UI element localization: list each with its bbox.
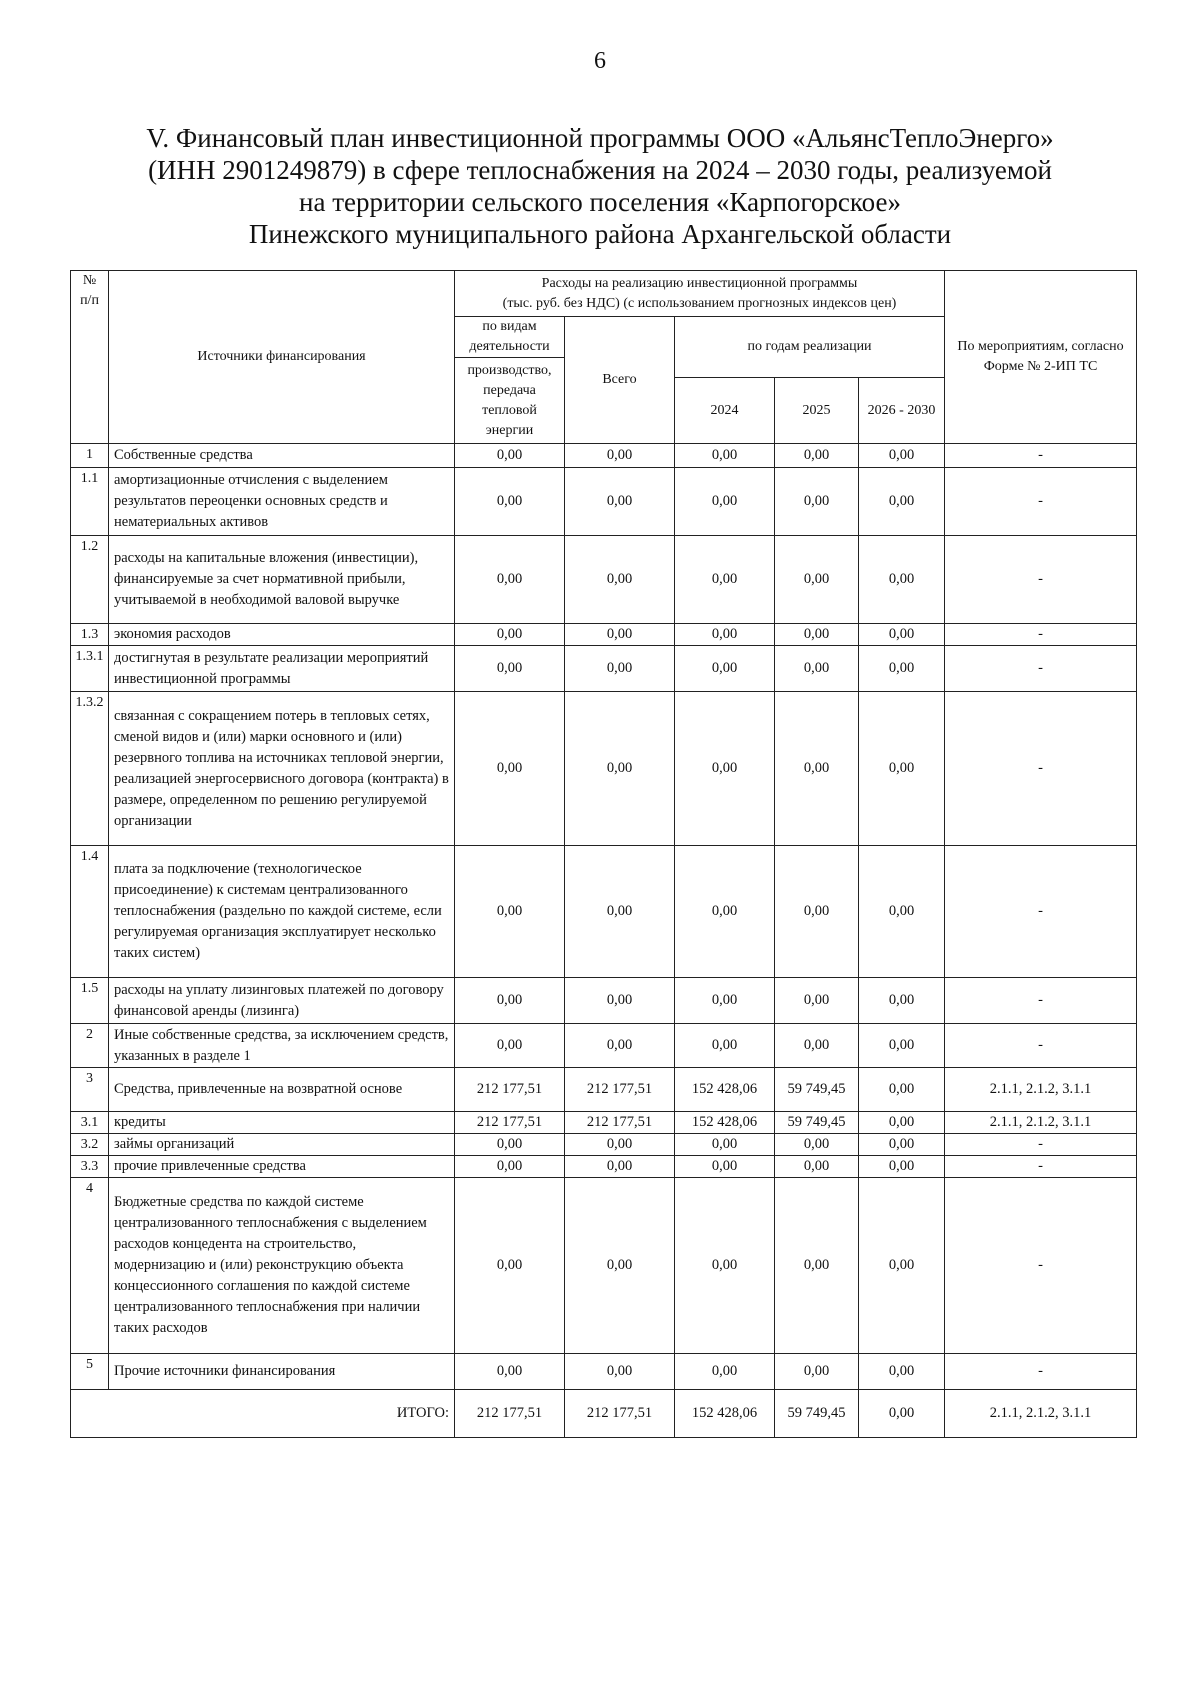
row-y2024: 0,00 bbox=[675, 978, 775, 1024]
row-y2024: 0,00 bbox=[675, 1134, 775, 1156]
row-num: 3 bbox=[71, 1068, 109, 1112]
row-measures: - bbox=[945, 646, 1137, 692]
row-y2024: 152 428,06 bbox=[675, 1112, 775, 1134]
table-row bbox=[71, 1354, 1137, 1390]
row-activity: 0,00 bbox=[455, 1024, 565, 1068]
row-y2024: 0,00 bbox=[675, 1354, 775, 1390]
row-source: займы организаций bbox=[109, 1134, 455, 1156]
table-row bbox=[71, 846, 1137, 978]
row-num: 3.2 bbox=[71, 1134, 109, 1156]
row-activity: 0,00 bbox=[455, 1178, 565, 1354]
row-activity: 212 177,51 bbox=[455, 1112, 565, 1134]
table-body bbox=[71, 444, 1137, 1438]
row-num: 3.1 bbox=[71, 1112, 109, 1134]
row-y2024: 0,00 bbox=[675, 624, 775, 646]
row-y2025: 0,00 bbox=[775, 692, 859, 846]
header-year-2024: 2024 bbox=[675, 378, 775, 444]
row-y2026: 0,00 bbox=[859, 1068, 945, 1112]
row-y2025: 0,00 bbox=[775, 624, 859, 646]
table-row bbox=[71, 1112, 1137, 1134]
row-y2025: 0,00 bbox=[775, 1354, 859, 1390]
row-y2025: 0,00 bbox=[775, 1178, 859, 1354]
row-source: прочие привлеченные средства bbox=[109, 1156, 455, 1178]
total-label: ИТОГО: bbox=[71, 1390, 455, 1438]
row-y2026: 0,00 bbox=[859, 1156, 945, 1178]
row-total: 0,00 bbox=[565, 1134, 675, 1156]
page-number: 6 bbox=[594, 48, 606, 74]
table-row bbox=[71, 624, 1137, 646]
row-num: 3.3 bbox=[71, 1156, 109, 1178]
row-total: 0,00 bbox=[565, 846, 675, 978]
row-source: Иные собственные средства, за исключением средств, указанных в разделе 1 bbox=[109, 1024, 455, 1068]
row-y2024: 0,00 bbox=[675, 536, 775, 624]
table-row bbox=[71, 692, 1137, 846]
table-row bbox=[71, 444, 1137, 468]
row-y2025: 0,00 bbox=[775, 1156, 859, 1178]
total-row bbox=[71, 1390, 1137, 1438]
row-y2025: 0,00 bbox=[775, 468, 859, 536]
row-y2025: 59 749,45 bbox=[775, 1068, 859, 1112]
table-row bbox=[71, 1134, 1137, 1156]
row-total: 212 177,51 bbox=[565, 1068, 675, 1112]
table-row bbox=[71, 978, 1137, 1024]
table-row bbox=[71, 1178, 1137, 1354]
row-total: 212 177,51 bbox=[565, 1112, 675, 1134]
row-activity: 0,00 bbox=[455, 624, 565, 646]
header-expenses bbox=[455, 271, 945, 317]
row-num: 4 bbox=[71, 1178, 109, 1354]
row-source: кредиты bbox=[109, 1112, 455, 1134]
row-measures: 2.1.1, 2.1.2, 3.1.1 bbox=[945, 1112, 1137, 1134]
row-measures: - bbox=[945, 468, 1137, 536]
row-activity: 0,00 bbox=[455, 468, 565, 536]
row-activity: 0,00 bbox=[455, 444, 565, 468]
row-activity: 0,00 bbox=[455, 1156, 565, 1178]
total-activity: 212 177,51 bbox=[455, 1390, 565, 1438]
row-y2025: 0,00 bbox=[775, 1024, 859, 1068]
row-y2026: 0,00 bbox=[859, 1024, 945, 1068]
table-row bbox=[71, 1156, 1137, 1178]
table-row bbox=[71, 1068, 1137, 1112]
row-total: 0,00 bbox=[565, 692, 675, 846]
row-num: 5 bbox=[71, 1354, 109, 1390]
header-num: № п/п bbox=[71, 271, 109, 444]
row-measures: 2.1.1, 2.1.2, 3.1.1 bbox=[945, 1068, 1137, 1112]
row-y2026: 0,00 bbox=[859, 846, 945, 978]
row-measures: - bbox=[945, 624, 1137, 646]
row-num: 1.2 bbox=[71, 536, 109, 624]
header-measures: По мероприятиям, согласно Форме № 2-ИП ТС bbox=[945, 271, 1137, 444]
row-source: Прочие источники финансирования bbox=[109, 1354, 455, 1390]
header-year-2026-2030: 2026 - 2030 bbox=[859, 378, 945, 444]
total-y2026: 0,00 bbox=[859, 1390, 945, 1438]
header-activity-type: производство, передача тепловой энергии bbox=[455, 358, 565, 444]
row-num: 1.3 bbox=[71, 624, 109, 646]
row-y2026: 0,00 bbox=[859, 468, 945, 536]
table-row bbox=[71, 1024, 1137, 1068]
row-y2024: 0,00 bbox=[675, 444, 775, 468]
row-activity: 0,00 bbox=[455, 846, 565, 978]
row-y2026: 0,00 bbox=[859, 536, 945, 624]
row-y2026: 0,00 bbox=[859, 978, 945, 1024]
header-expenses-line1: Расходы на реализацию инвестиционной программы bbox=[541, 275, 858, 291]
row-y2026: 0,00 bbox=[859, 1134, 945, 1156]
row-total: 0,00 bbox=[565, 1156, 675, 1178]
row-source: Бюджетные средства по каждой системе централизованного теплоснабжения с выделением расходов концедента на строительство, модернизацию и (или) реконструкцию объекта концессионного соглашения по каждой системе централизованного теплоснабжения при наличии таких расходов bbox=[109, 1178, 455, 1354]
row-total: 0,00 bbox=[565, 468, 675, 536]
table-row bbox=[71, 646, 1137, 692]
row-y2025: 59 749,45 bbox=[775, 1112, 859, 1134]
row-activity: 0,00 bbox=[455, 646, 565, 692]
row-measures: - bbox=[945, 536, 1137, 624]
row-source: экономия расходов bbox=[109, 624, 455, 646]
title-line: V. Финансовый план инвестиционной программы ООО «АльянсТеплоЭнерго» bbox=[146, 123, 1054, 153]
row-activity: 212 177,51 bbox=[455, 1068, 565, 1112]
row-source: плата за подключение (технологическое присоединение) к системам централизованного теплоснабжения (раздельно по каждой системе, если регулируемая организация эксплуатирует несколько таких систем) bbox=[109, 846, 455, 978]
header-year-2025: 2025 bbox=[775, 378, 859, 444]
row-total: 0,00 bbox=[565, 444, 675, 468]
row-y2026: 0,00 bbox=[859, 1112, 945, 1134]
row-activity: 0,00 bbox=[455, 1354, 565, 1390]
table-row bbox=[71, 468, 1137, 536]
header-expenses-line2: (тыс. руб. без НДС) (с использованием прогнозных индексов цен) bbox=[502, 295, 897, 311]
row-source: Собственные средства bbox=[109, 444, 455, 468]
row-measures: - bbox=[945, 846, 1137, 978]
row-measures: - bbox=[945, 978, 1137, 1024]
row-measures: - bbox=[945, 444, 1137, 468]
row-source: достигнутая в результате реализации мероприятий инвестиционной программы bbox=[109, 646, 455, 692]
row-y2024: 152 428,06 bbox=[675, 1068, 775, 1112]
row-num: 1.1 bbox=[71, 468, 109, 536]
row-total: 0,00 bbox=[565, 646, 675, 692]
document-title bbox=[60, 122, 1140, 250]
row-y2026: 0,00 bbox=[859, 624, 945, 646]
row-measures: - bbox=[945, 1024, 1137, 1068]
row-y2024: 0,00 bbox=[675, 1156, 775, 1178]
row-total: 0,00 bbox=[565, 536, 675, 624]
row-y2026: 0,00 bbox=[859, 1178, 945, 1354]
row-num: 1.3.1 bbox=[71, 646, 109, 692]
row-y2024: 0,00 bbox=[675, 846, 775, 978]
table-row bbox=[71, 536, 1137, 624]
row-activity: 0,00 bbox=[455, 692, 565, 846]
total-y2024: 152 428,06 bbox=[675, 1390, 775, 1438]
total-total: 212 177,51 bbox=[565, 1390, 675, 1438]
row-y2025: 0,00 bbox=[775, 536, 859, 624]
row-y2024: 0,00 bbox=[675, 1024, 775, 1068]
header-sources: Источники финансирования bbox=[109, 271, 455, 444]
row-num: 1.4 bbox=[71, 846, 109, 978]
row-y2025: 0,00 bbox=[775, 846, 859, 978]
row-source: расходы на уплату лизинговых платежей по договору финансовой аренды (лизинга) bbox=[109, 978, 455, 1024]
row-num: 2 bbox=[71, 1024, 109, 1068]
row-measures: - bbox=[945, 1134, 1137, 1156]
header-by-activity: по видам деятельности bbox=[455, 317, 565, 358]
row-total: 0,00 bbox=[565, 1024, 675, 1068]
header-by-years: по годам реализации bbox=[675, 317, 945, 378]
row-total: 0,00 bbox=[565, 1178, 675, 1354]
row-activity: 0,00 bbox=[455, 1134, 565, 1156]
row-total: 0,00 bbox=[565, 624, 675, 646]
row-measures: - bbox=[945, 1178, 1137, 1354]
row-source: Средства, привлеченные на возвратной основе bbox=[109, 1068, 455, 1112]
row-y2024: 0,00 bbox=[675, 468, 775, 536]
row-activity: 0,00 bbox=[455, 978, 565, 1024]
row-measures: - bbox=[945, 692, 1137, 846]
row-total: 0,00 bbox=[565, 978, 675, 1024]
title-line: (ИНН 2901249879) в сфере теплоснабжения на 2024 – 2030 годы, реализуемой bbox=[148, 155, 1052, 185]
row-num: 1.5 bbox=[71, 978, 109, 1024]
row-y2026: 0,00 bbox=[859, 1354, 945, 1390]
row-y2024: 0,00 bbox=[675, 1178, 775, 1354]
row-num: 1.3.2 bbox=[71, 692, 109, 846]
total-measures: 2.1.1, 2.1.2, 3.1.1 bbox=[945, 1390, 1137, 1438]
row-source: связанная с сокращением потерь в тепловых сетях, сменой видов и (или) марки основного и (или) резервного топлива на источниках тепловой энергии, реализацией энергосервисного договора (контракта) в размере, определенном по решению регулируемой организации bbox=[109, 692, 455, 846]
row-y2026: 0,00 bbox=[859, 646, 945, 692]
financial-plan-table bbox=[70, 270, 1137, 1438]
row-y2024: 0,00 bbox=[675, 692, 775, 846]
row-measures: - bbox=[945, 1156, 1137, 1178]
row-y2026: 0,00 bbox=[859, 692, 945, 846]
row-y2025: 0,00 bbox=[775, 1134, 859, 1156]
title-line: Пинежского муниципального района Архангельской области bbox=[248, 219, 952, 249]
total-y2025: 59 749,45 bbox=[775, 1390, 859, 1438]
row-measures: - bbox=[945, 1354, 1137, 1390]
row-total: 0,00 bbox=[565, 1354, 675, 1390]
row-source: расходы на капитальные вложения (инвестиции), финансируемые за счет нормативной прибыли, учитываемой в необходимой валовой выручке bbox=[109, 536, 455, 624]
row-y2025: 0,00 bbox=[775, 978, 859, 1024]
title-line: на территории сельского поселения «Карпогорское» bbox=[299, 187, 901, 217]
row-y2024: 0,00 bbox=[675, 646, 775, 692]
row-y2025: 0,00 bbox=[775, 444, 859, 468]
row-y2025: 0,00 bbox=[775, 646, 859, 692]
row-num: 1 bbox=[71, 444, 109, 468]
row-source: амортизационные отчисления с выделением результатов переоценки основных средств и нематериальных активов bbox=[109, 468, 455, 536]
header-total: Всего bbox=[565, 317, 675, 444]
row-activity: 0,00 bbox=[455, 536, 565, 624]
row-y2026: 0,00 bbox=[859, 444, 945, 468]
